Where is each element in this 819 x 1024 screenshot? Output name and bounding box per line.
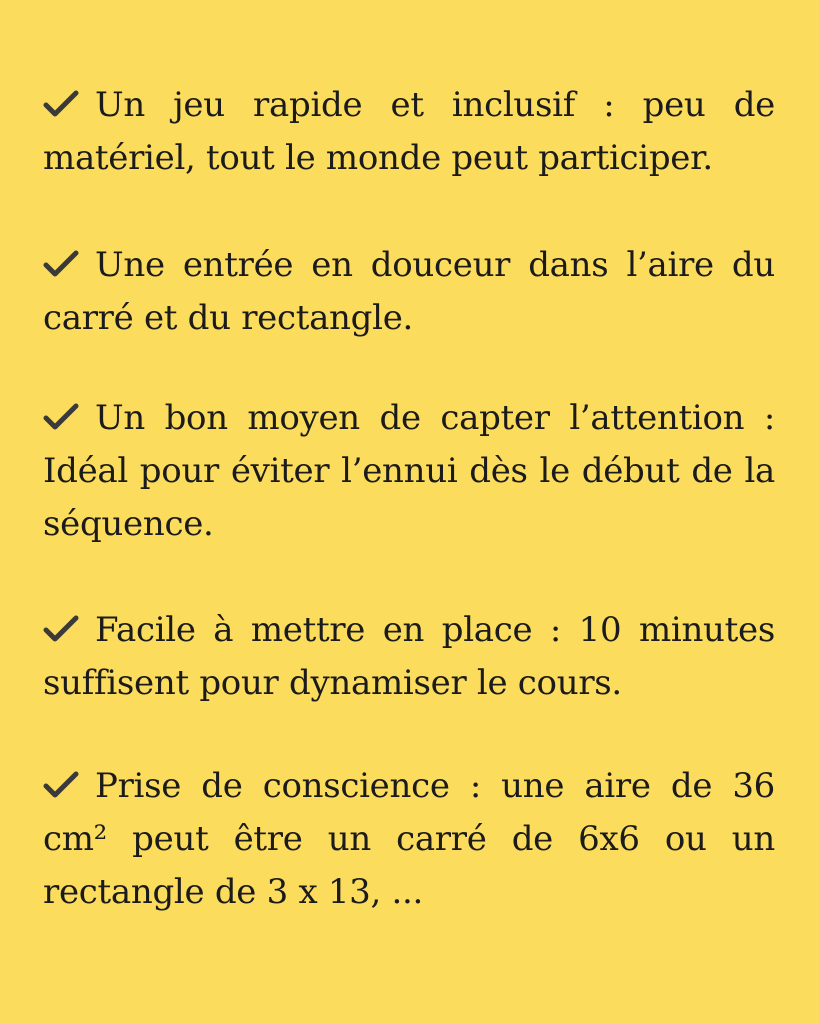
checklist-item: [43, 760, 775, 919]
checklist-item-text: Une entrée en douceur dans l’aire du carré et du rectangle.: [43, 245, 775, 338]
checklist-item-text: Facile à mettre en place : 10 minutes suffisent pour dynamiser le cours.: [43, 610, 775, 703]
checklist-item-text: Un jeu rapide et inclusif : peu de matériel, tout le monde peut participer.: [43, 85, 775, 178]
check-icon: [43, 249, 79, 279]
checklist-item-text: Un bon moyen de capter l’attention : Idéal pour éviter l’ennui dès le début de la séquence.: [43, 398, 775, 544]
checklist-item: [43, 239, 775, 345]
check-icon: [43, 614, 79, 644]
checklist-item: [43, 79, 775, 185]
check-icon: [43, 89, 79, 119]
checklist-item-text: Prise de conscience : une aire de 36 cm² peut être un carré de 6x6 ou un rectangle de 3 x 13, ...: [43, 766, 775, 912]
checklist-item: [43, 392, 775, 551]
checklist-item: [43, 604, 775, 710]
check-icon: [43, 770, 79, 800]
check-icon: [43, 402, 79, 432]
